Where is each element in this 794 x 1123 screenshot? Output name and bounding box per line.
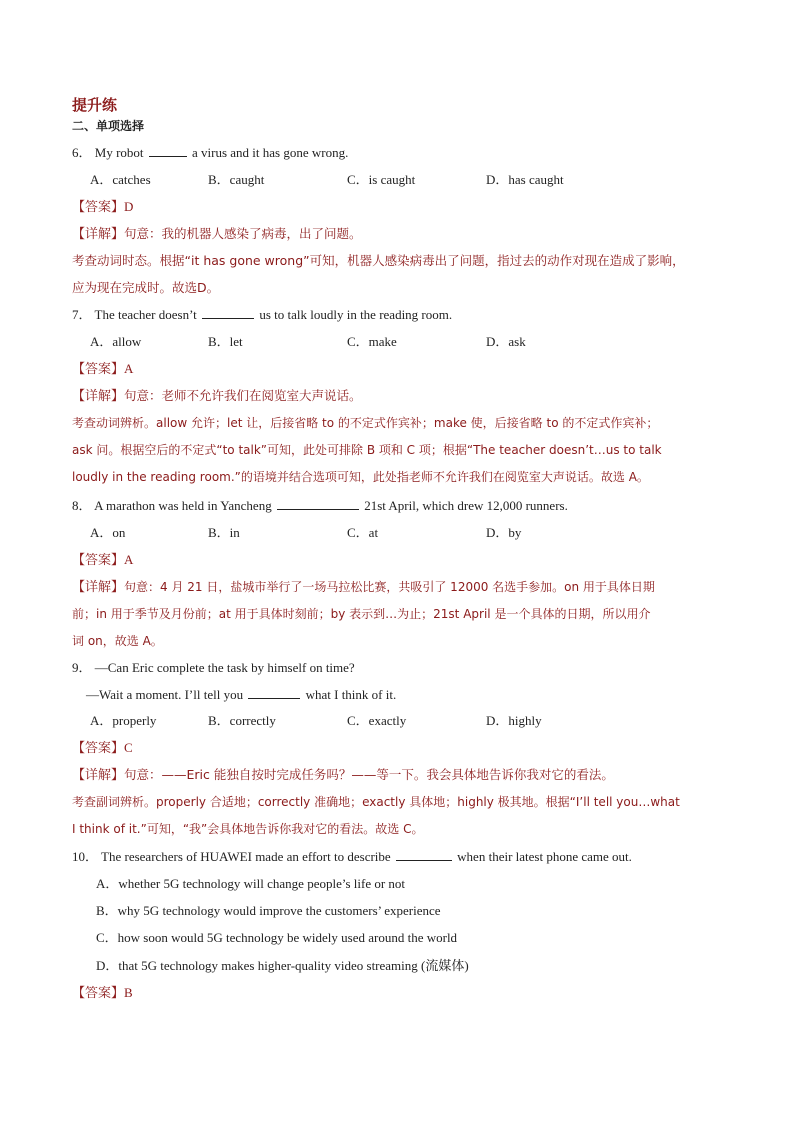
option-a: A．catches [90, 172, 151, 187]
answer-tag: 【答案】 [72, 741, 125, 756]
detail-tag: 【详解】 [72, 227, 125, 242]
answer-blank [248, 686, 300, 699]
option-b: B．why 5G technology would improve the customers’ experience [96, 903, 441, 918]
option-c: C．make [347, 334, 397, 349]
option-d: D．ask [486, 334, 526, 349]
question-9-reply: —Wait a moment. I’ll tell you what I think of it. [86, 687, 397, 702]
option-a: A．whether 5G technology will change people’s life or not [96, 876, 406, 891]
option-c: C．is caught [347, 172, 416, 187]
detail-tag: 【详解】 [72, 580, 125, 595]
explanation-text: I think of it.”可知，“我”会具体地告诉你我对它的看法。故选 C。 [72, 822, 424, 836]
question-10-stem: 10． The researchers of HUAWEI made an effort to describe when their latest phone came out. [72, 849, 632, 864]
answer-value: B [124, 985, 133, 1000]
option-d: D．highly [486, 713, 542, 728]
answer-value: C [124, 740, 133, 755]
answer-tag: 【答案】 [72, 200, 125, 215]
option-d: D．by [486, 525, 522, 540]
page-title: 提升练 [72, 96, 118, 114]
answer-blank [277, 497, 359, 510]
explanation-text: 考查副词辨析。properly 合适地；correctly 准确地；exactly 具体地；highly 极其地。根据“I’ll tell you…what [72, 795, 680, 809]
question-6-stem: 6． My robot a virus and it has gone wrong. [72, 145, 349, 160]
answer-line [72, 739, 133, 758]
question-number: 8． [72, 498, 92, 513]
answer-value: A [124, 361, 134, 376]
option-a: A．on [90, 525, 126, 540]
question-8-stem: 8． A marathon was held in Yancheng 21st April, which drew 12,000 runners. [72, 498, 568, 513]
explanation-text: loudly in the reading room.”的语境并结合选项可知，此处指老师不允许我们在阅览室大声说话。故选 A。 [72, 470, 649, 484]
answer-tag: 【答案】 [72, 362, 125, 377]
detail-line: 【详解】句意：我的机器人感染了病毒，出了问题。 [72, 226, 362, 242]
option-a: A．properly [90, 713, 157, 728]
detail-line: 【详解】句意：4 月 21 日，盐城市举行了一场马拉松比赛，共吸引了 12000 名选手参加。on 用于具体日期 [72, 580, 655, 595]
option-b: B．let [208, 334, 243, 349]
explanation-text: 词 on，故选 A。 [72, 634, 163, 648]
section-heading: 二、单项选择 [72, 119, 145, 133]
option-c: C．exactly [347, 713, 407, 728]
question-number: 9． [72, 660, 92, 675]
detail-tag: 【详解】 [72, 768, 125, 783]
option-d: D．has caught [486, 172, 564, 187]
answer-blank [396, 848, 452, 861]
detail-tag: 【详解】 [72, 389, 125, 404]
explanation-text: 前；in 用于季节及月份前；at 用于具体时刻前；by 表示到…为止；21st April 是一个具体的日期，所以用介 [72, 607, 651, 621]
option-d: D．that 5G technology makes higher-quality video streaming (流媒体) [96, 958, 469, 973]
explanation-text: 考查动词时态。根据“it has gone wrong”可知，机器人感染病毒出了问题，指过去的动作对现在造成了影响， [72, 253, 685, 268]
question-number: 10． [72, 849, 99, 864]
explanation-text: ask 问。根据空后的不定式“to talk”可知，此处可排除 B 项和 C 项；根据“The teacher doesn’t…us to talk [72, 443, 662, 457]
option-b: B．correctly [208, 713, 276, 728]
answer-line [72, 360, 133, 379]
answer-line [72, 984, 133, 1003]
option-c: C．at [347, 525, 379, 540]
answer-line [72, 198, 133, 217]
answer-value: A [124, 552, 134, 567]
explanation-text: 应为现在完成时。故选D。 [72, 280, 220, 295]
option-c: C．how soon would 5G technology be widely used around the world [96, 930, 458, 945]
option-b: B．caught [208, 172, 265, 187]
question-number: 7． [72, 307, 92, 322]
option-b: B．in [208, 525, 240, 540]
explanation-text: 考查动词辨析。allow 允许；let 让，后接省略 to 的不定式作宾补；make 使，后接省略 to 的不定式作宾补； [72, 416, 659, 430]
question-number: 6． [72, 145, 92, 160]
question-9-stem: 9． —Can Eric complete the task by himself on time? [72, 660, 355, 675]
answer-tag: 【答案】 [72, 986, 125, 1001]
answer-tag: 【答案】 [72, 553, 125, 568]
option-a: A．allow [90, 334, 142, 349]
answer-blank [149, 144, 187, 157]
answer-blank [202, 306, 254, 319]
detail-line: 【详解】句意：——Eric 能独自按时完成任务吗？——等一下。我会具体地告诉你我对它的看法。 [72, 767, 614, 783]
answer-line [72, 551, 133, 570]
question-7-stem: 7． The teacher doesn’t us to talk loudly in the reading room. [72, 307, 453, 322]
answer-value: D [124, 199, 134, 214]
detail-line: 【详解】句意：老师不允许我们在阅览室大声说话。 [72, 388, 362, 404]
